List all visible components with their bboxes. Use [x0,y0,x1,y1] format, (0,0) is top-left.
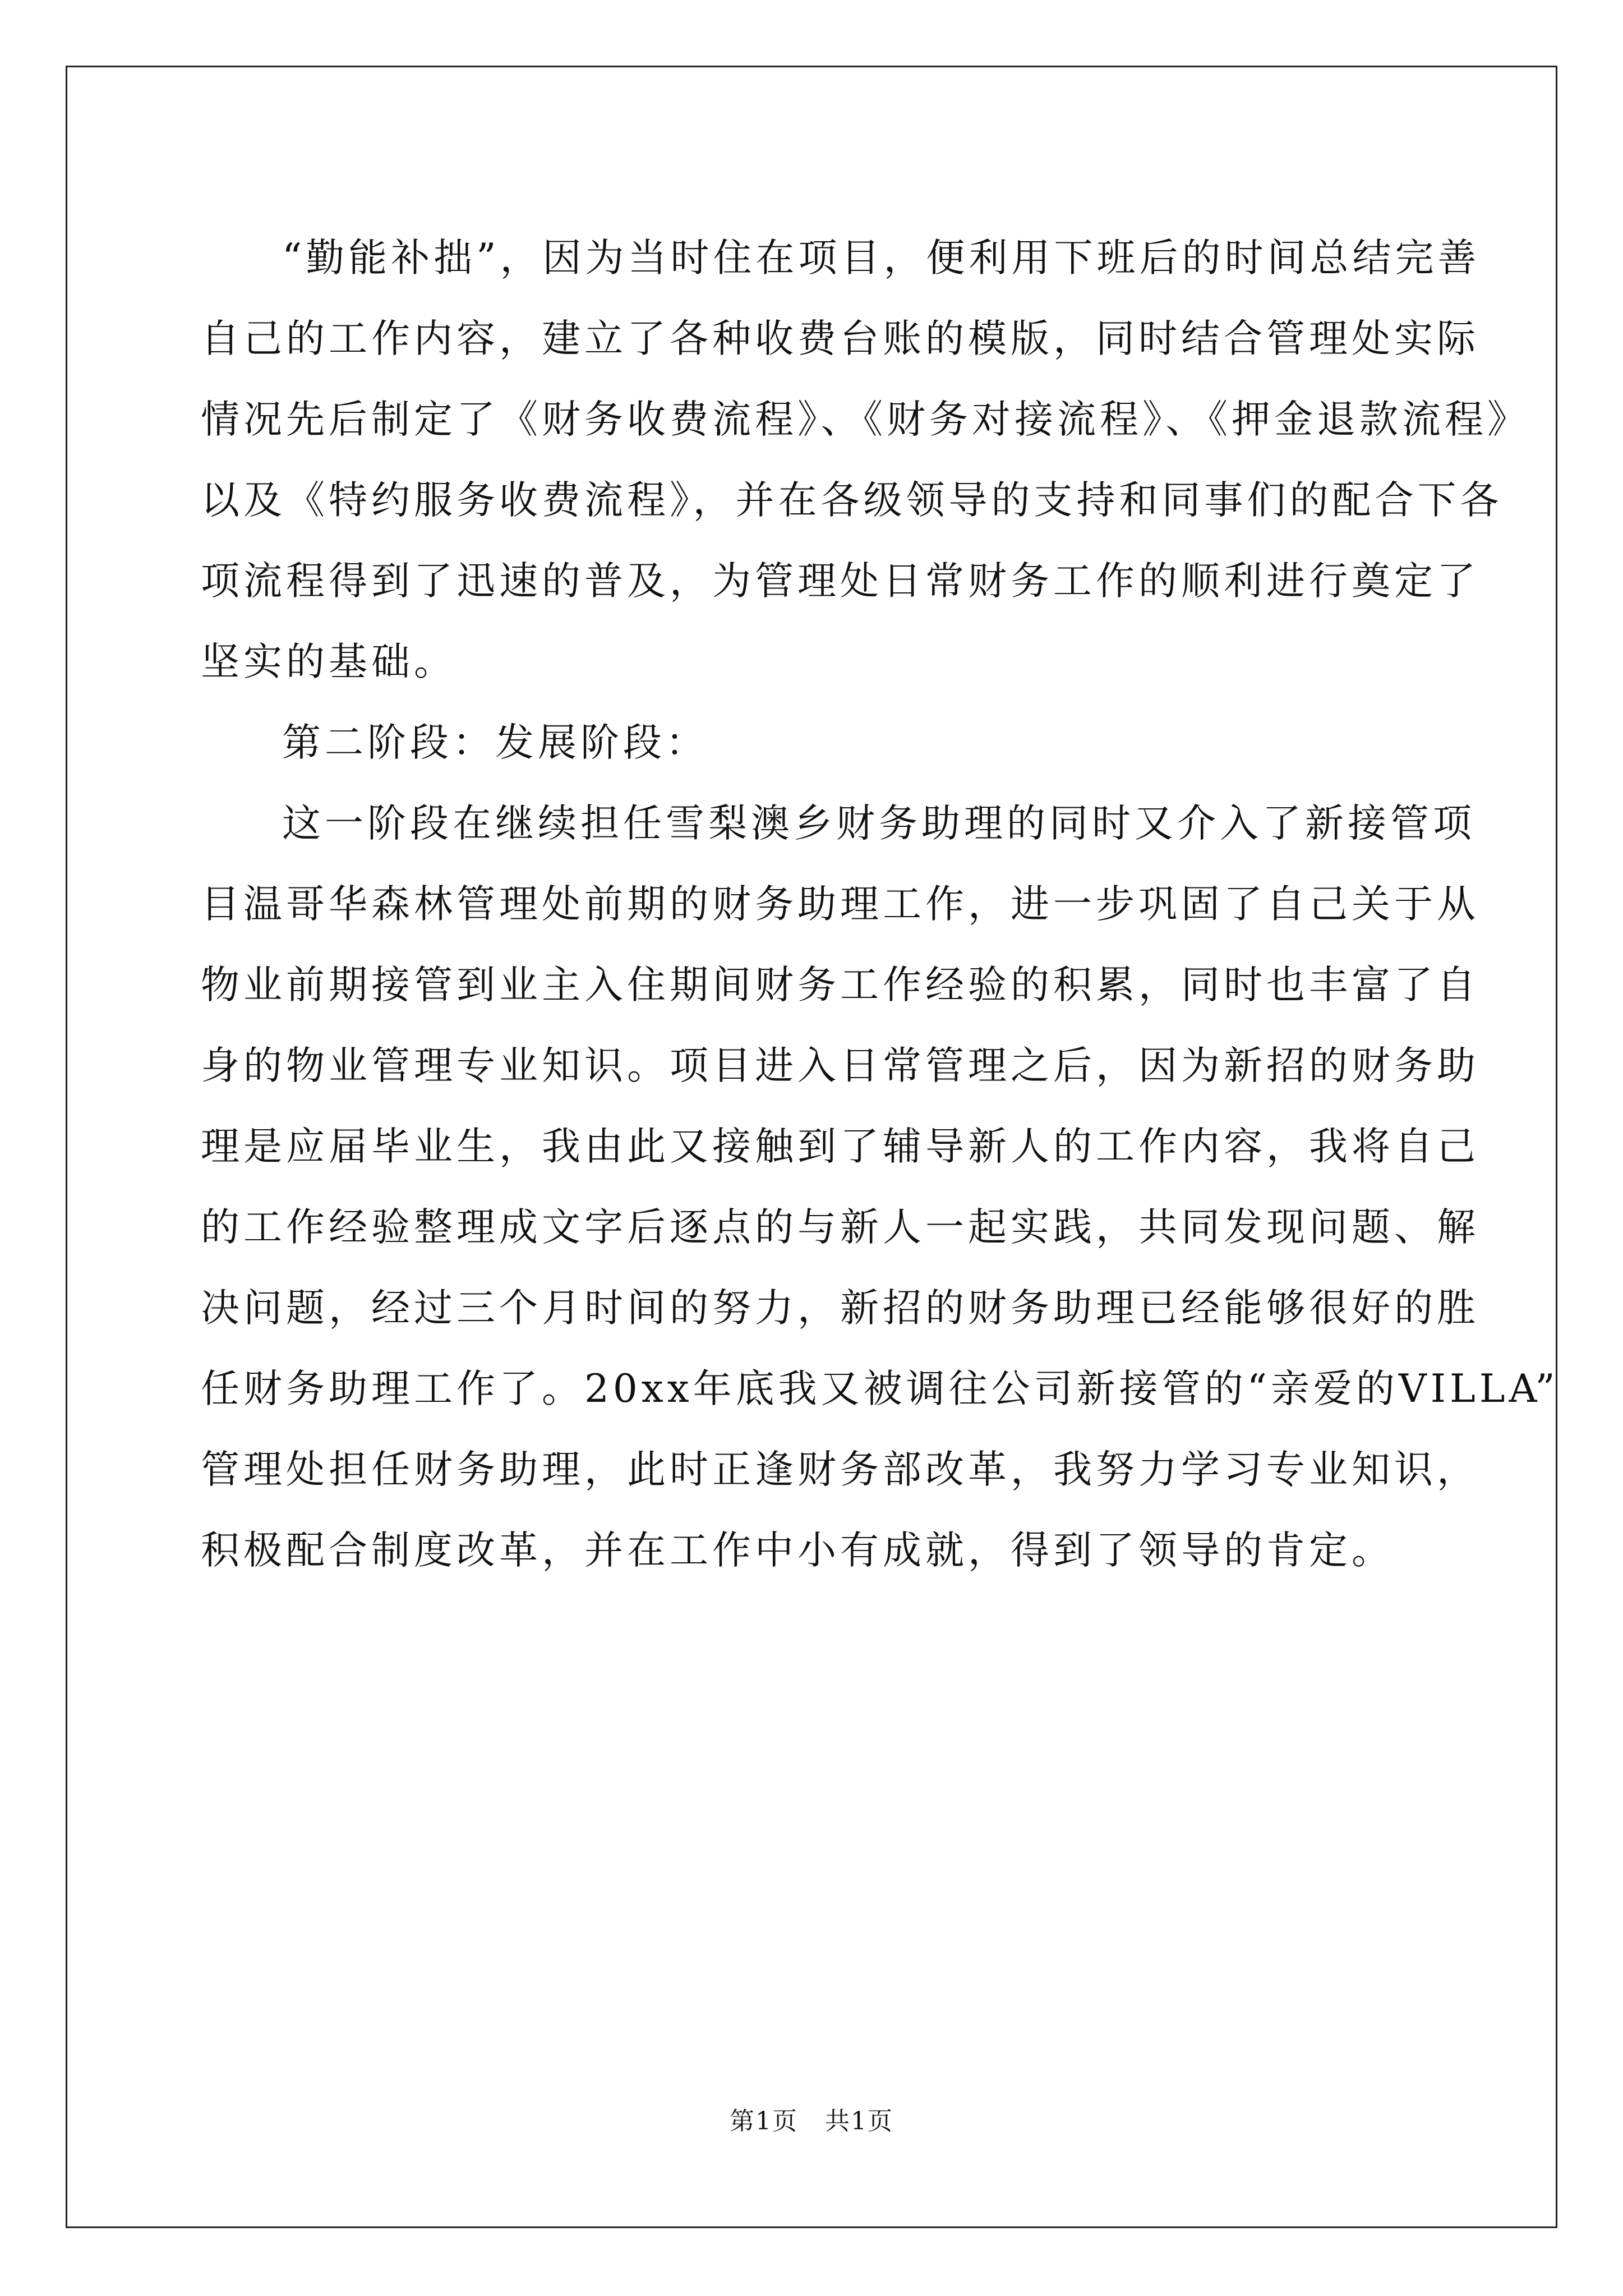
paragraph-line: “勤能补拙”，因为当时住在项目，便利用下班后的时间总结完善 [282,236,1481,280]
paragraph-line: 以及《特约服务收费流程》，并在各级领导的支持和同事们的配合下各 [201,478,1503,523]
paragraph-line: 自己的工作内容，建立了各种收费台账的模版，同时结合管理处实际 [201,316,1479,361]
paragraph-line: 积极配合制度改革，并在工作中小有成就，得到了领导的肯定。 [201,1528,1394,1573]
paragraph-line: 管理处担任财务助理，此时正逢财务部改革，我努力学习专业知识， [201,1447,1479,1492]
paragraph-line: 任财务助理工作了。20xx年底我又被调往公司新接管的“亲爱的VILLA” [201,1366,1559,1411]
paragraph-line: 的工作经验整理成文字后逐点的与新人一起实践，共同发现问题、解 [201,1205,1479,1250]
paragraph-line: 身的物业管理专业知识。项目进入日常管理之后，因为新招的财务助 [201,1043,1479,1088]
document-body [201,218,1559,1591]
page-number-footer: 第1页 共1页 [730,2107,893,2136]
paragraph-line: 这一阶段在继续担任雪梨澳乡财务助理的同时又介入了新接管项 [282,801,1476,846]
section-heading: 第二阶段：发展阶段： [282,720,708,765]
paragraph-line: 目温哥华森林管理处前期的财务助理工作，进一步巩固了自己关于从 [201,882,1479,927]
paragraph-line: 情况先后制定了《财务收费流程》、《财务对接流程》、《押金退款流程》 [201,397,1530,442]
paragraph-line: 决问题，经过三个月时间的努力，新招的财务助理已经能够很好的胜 [201,1286,1479,1331]
paragraph-line: 理是应届毕业生，我由此又接触到了辅导新人的工作内容，我将自己 [201,1124,1479,1169]
paragraph-line: 物业前期接管到业主入住期间财务工作经验的积累，同时也丰富了自 [201,963,1479,1007]
paragraph-line: 项流程得到了迅速的普及，为管理处日常财务工作的顺利进行奠定了 [201,559,1479,604]
paragraph-line: 坚实的基础。 [201,639,457,684]
